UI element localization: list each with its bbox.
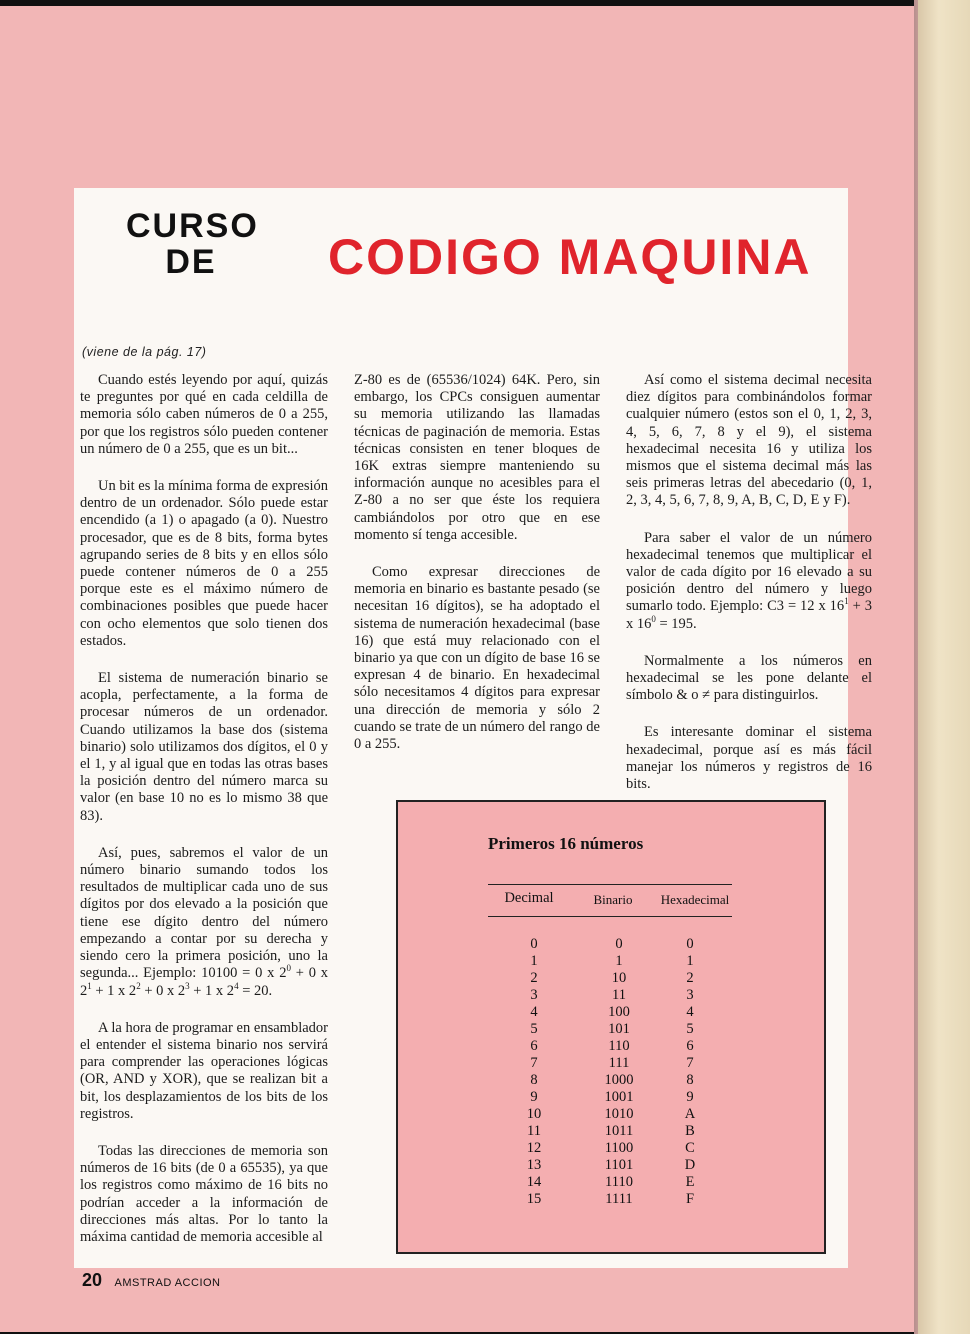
hexadecimal-cell: 9: [686, 1089, 694, 1105]
binario-cell: 11: [612, 987, 626, 1003]
table-header-rule: [488, 916, 732, 917]
binario-cell: 1010: [604, 1106, 634, 1122]
hexadecimal-cell: 1: [686, 953, 694, 969]
hexadecimal-cell: 5: [686, 1021, 694, 1037]
binario-cell: 1011: [604, 1123, 634, 1139]
hexadecimal-cell: C: [685, 1140, 695, 1156]
decimal-cell: 1: [530, 953, 538, 969]
paragraph: Todas las direcciones de memoria son números de 16 bits (de 0 a 65535), ya que los registros como máximo de 16 bits no podrían acceder a la información de direcciones más altas. Por lo tanto la máxima cantidad de memoria accesible al: [80, 1142, 328, 1245]
decimal-cell: 6: [530, 1038, 538, 1054]
header-binario: Binario: [593, 892, 633, 907]
binario-cell: 1001: [604, 1089, 634, 1105]
binario-cell: 1000: [604, 1072, 634, 1088]
hexadecimal-cell: 3: [686, 987, 694, 1003]
paragraph-binary-example: Así, pues, sabremos el valor de un número binario sumando todos los resultados de multiplicar cada uno de sus dígitos por dos elevado a la posición que tiene ese dígito dentro del número empezando a contar por su derecha y siendo cero la primera posición, uno la segunda... Ejemplo: 10100 = 0 x $2^0 + 0$ x $2^1 + 1$ x $2^2 + 0$ x $2^3 + 1$ x $2^4 = 20$.: [80, 844, 328, 999]
next-page-edge: [918, 0, 970, 1334]
binario-cell: 1: [615, 953, 623, 969]
column-2: [354, 372, 600, 773]
binario-cell: 0: [615, 936, 623, 952]
hexadecimal-cell: 7: [686, 1055, 694, 1071]
hexadecimal-cell: A: [684, 1106, 696, 1122]
decimal-column: [514, 936, 554, 1208]
decimal-cell: 12: [526, 1140, 542, 1156]
paragraph: Como expresar direcciones de memoria en binario es bastante pesado (se necesitan 16 dígitos), se ha adoptado el sistema de numeración hexadecimal (base 16) que está muy relacionado con el binario ya que con un dígito de base 16 se expresan 4 de binario. En hexadecimal sólo necesitamos 4 dígitos para expresar una dirección de memoria y sólo 2 cuando se trate de un número del rango de 0 a 255.: [354, 564, 600, 753]
header-decimal: Decimal: [504, 890, 554, 906]
number-table-box: [396, 800, 826, 1254]
binario-cell: 1100: [604, 1140, 634, 1156]
decimal-cell: 8: [530, 1072, 538, 1088]
page-number: 20: [82, 1270, 103, 1290]
column-1: [80, 372, 328, 1246]
curso-label: CURSO: [126, 207, 259, 245]
decimal-cell: 4: [530, 1004, 538, 1020]
binario-column: [594, 936, 644, 1208]
hexadecimal-cell: 0: [686, 936, 694, 952]
de-label: DE: [165, 243, 217, 281]
column-3: [626, 372, 872, 813]
decimal-cell: 2: [530, 970, 538, 986]
table-title: Primeros 16 números: [488, 834, 644, 853]
hexadecimal-cell: B: [685, 1123, 695, 1139]
binario-cell: 111: [608, 1055, 630, 1071]
paragraph: Así como el sistema decimal necesita diez dígitos para combinándolos formar cualquier número (estos son el 0, 1, 2, 3, 4, 5, 6, 7, 8 y el 9), el sistema hexadecimal necesita 16 y utiliza los mismos que el sistema decimal más las seis primeras letras del abecedario (0, 1, 2, 3, 4, 5, 6, 7, 8, 9, A, B, C, D, E y F).: [626, 372, 872, 509]
page-footer: [82, 1270, 221, 1291]
hexadecimal-cell: F: [685, 1191, 695, 1207]
decimal-cell: 10: [526, 1106, 542, 1122]
article-title: CODIGO MAQUINA: [328, 229, 812, 285]
binario-cell: 100: [608, 1004, 630, 1020]
paragraph: Z-80 es de (65536/1024) 64K. Pero, sin embargo, los CPCs consiguen aumentar su memoria utilizando las llamadas técnicas de paginación de memoria. Estas técnicas consisten en tener bloques de 16K extras siempre manteniendo su información aunque no acesibles para el Z-80 a no ser que éste los requiera cambiándolos por otro que en ese momento sí tenga accesible.: [354, 372, 600, 543]
decimal-cell: 14: [526, 1174, 542, 1190]
series-label: [126, 207, 259, 281]
header-hexadecimal: Hexadecimal: [660, 892, 730, 907]
binario-cell: 10: [611, 970, 627, 986]
hexadecimal-column: [670, 936, 710, 1208]
binario-cell: 1101: [604, 1157, 634, 1173]
paragraph: Cuando estés leyendo por aquí, quizás te preguntes por qué en cada celdilla de memoria sólo caben números de 0 a 255, por que los registros sólo pueden contener un número de 0 a 255, que es un bit...: [80, 372, 328, 457]
decimal-cell: 7: [530, 1055, 538, 1071]
binario-cell: 1111: [605, 1191, 633, 1207]
decimal-cell: 15: [526, 1191, 542, 1207]
hexadecimal-cell: D: [684, 1157, 696, 1173]
binario-cell: 101: [608, 1021, 630, 1037]
paragraph: A la hora de programar en ensamblador el entender el sistema binario nos servirá para comprender las operaciones lógicas (OR, AND y XOR), que se realizan bit a bit, los desplazamientos de los bits de los registros.: [80, 1019, 328, 1122]
paragraph: El sistema de numeración binario se acopla, perfectamente, a la forma de procesar números de un ordenador. Cuando utilizamos la base dos (sistema binario) solo utilizamos dos dígitos, el 0 y el 1, y al igual que en todas las otras bases la posición dentro del número marca su valor (en base 10 no es lo mismo 38 que 83).: [80, 670, 328, 824]
magazine-name: AMSTRAD ACCION: [114, 1277, 221, 1289]
paragraph: Un bit es la mínima forma de expresión dentro de un ordenador. Sólo puede estar encendido (a 1) o apagado (a 0). Nuestro procesador, que es de 8 bits, forma bytes agrupando series de 8 bits y en ellos sólo puede contener números de 0 a 255 porque este es el máximo número de combinaciones posibles que puede hacer con ocho elementos que solo tienen dos estados.: [80, 478, 328, 649]
paragraph-hex-example: Para saber el valor de un número hexadecimal tenemos que multiplicar el valor de cada dígito por 16 elevado a su posición dentro del número y luego sumarlo todo. Ejemplo: C3 = 12 x $16^1 + 3$ x $16^0 = 195$.: [626, 529, 872, 632]
decimal-cell: 11: [527, 1123, 541, 1139]
decimal-cell: 5: [530, 1021, 538, 1037]
hexadecimal-cell: E: [685, 1174, 695, 1190]
decimal-cell: 13: [526, 1157, 542, 1173]
hexadecimal-cell: 2: [686, 970, 694, 986]
continued-from-note: (viene de la pág. 17): [82, 345, 207, 359]
binario-cell: 1110: [605, 1174, 633, 1190]
hexadecimal-cell: 6: [686, 1038, 694, 1054]
hexadecimal-cell: 8: [686, 1072, 694, 1088]
paragraph: Normalmente a los números en hexadecimal se les pone delante el símbolo & o ≠ para distinguirlos.: [626, 652, 872, 704]
paragraph: Es interesante dominar el sistema hexadecimal, porque así es más fácil manejar los números y registros de 16 bits.: [626, 724, 872, 793]
binario-cell: 110: [608, 1038, 630, 1054]
table-top-rule: [488, 884, 732, 885]
decimal-cell: 9: [530, 1089, 538, 1105]
decimal-cell: 0: [530, 936, 538, 952]
hexadecimal-cell: 4: [686, 1004, 694, 1020]
decimal-cell: 3: [530, 987, 538, 1003]
